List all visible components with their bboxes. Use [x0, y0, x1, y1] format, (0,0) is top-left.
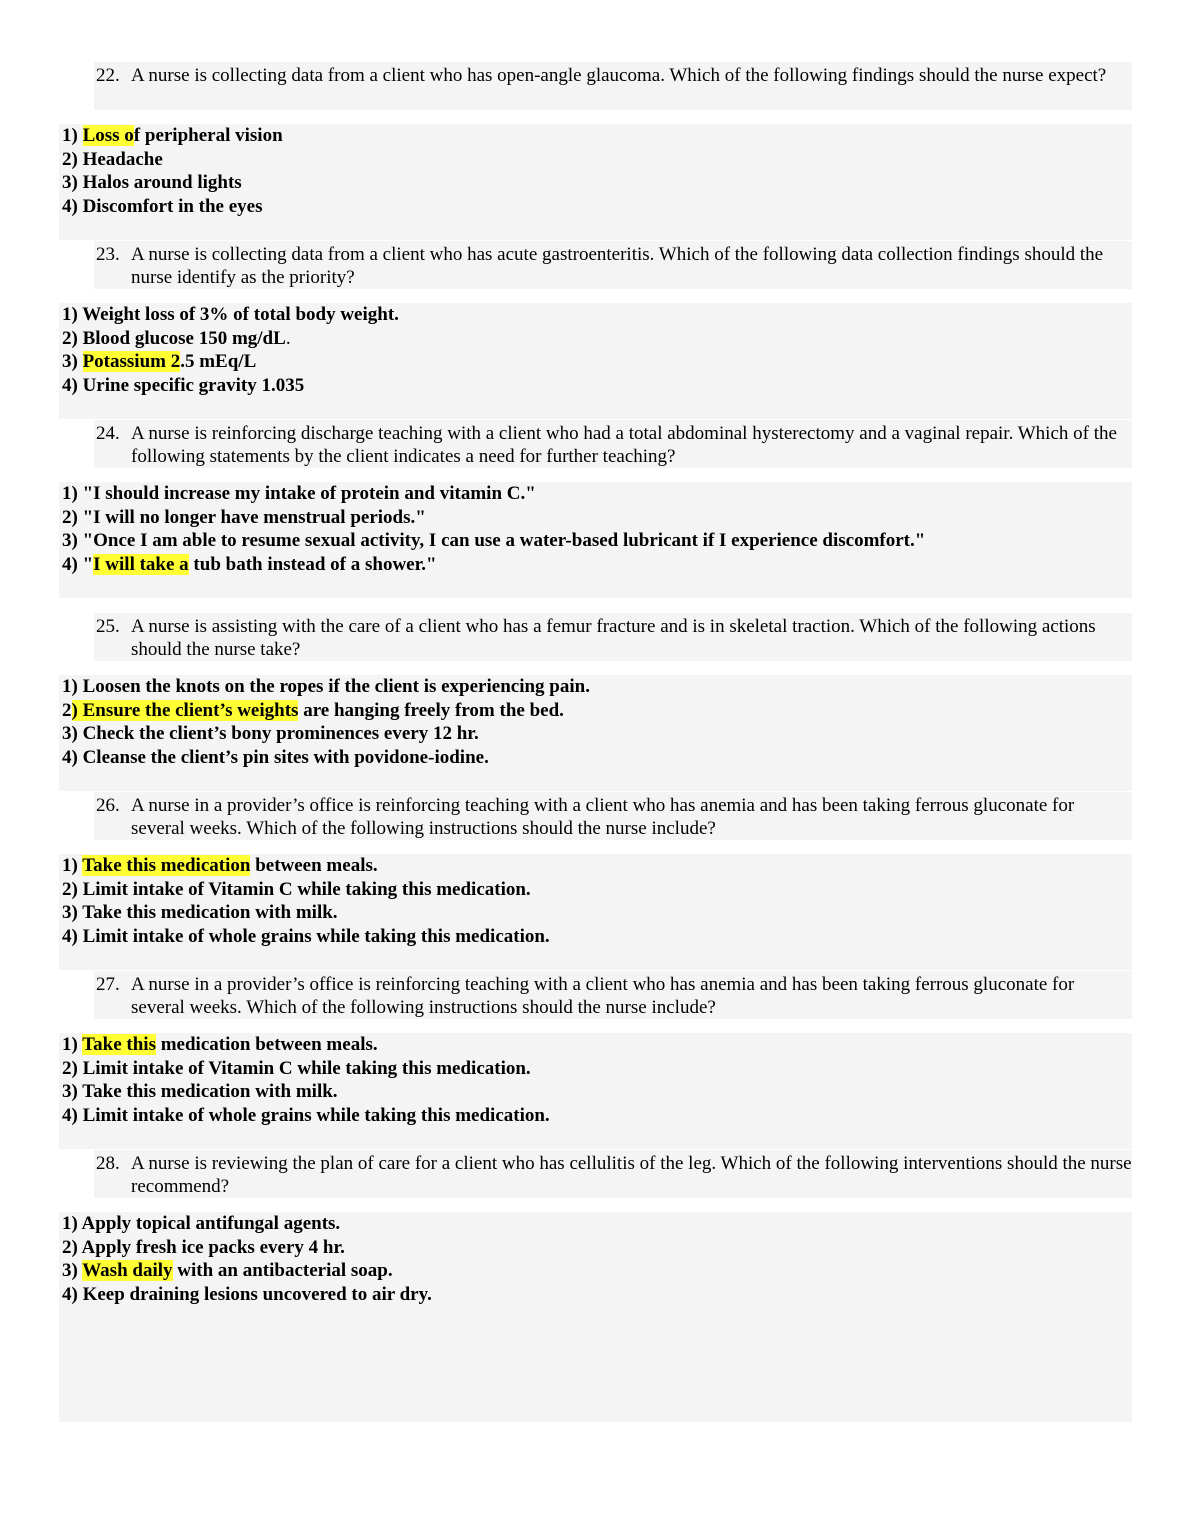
option: 2) Limit intake of Vitamin C while taking this medication. [62, 878, 531, 900]
answer-options-22 [59, 124, 1132, 240]
option: 4) Urine specific gravity 1.035 [62, 374, 305, 396]
answer-options-27 [59, 1033, 1132, 1149]
question-22 [94, 62, 1132, 110]
answer-options-28 [59, 1212, 1132, 1422]
option: 3) Take this medication with milk. [62, 1081, 338, 1102]
question-27 [94, 971, 1132, 1019]
question-number: 22. [96, 65, 120, 86]
option: 3) Halos around lights [62, 172, 242, 193]
option: 2) "I will no longer have menstrual periods." [62, 506, 426, 528]
option: 4) Cleanse the client’s pin sites with povidone-iodine. [62, 746, 489, 768]
option: 1) Loss of peripheral vision [62, 125, 283, 146]
option: 2) Apply fresh ice packs every 4 hr. [62, 1236, 345, 1258]
question-25 [94, 613, 1132, 661]
question-number: 24. [96, 423, 120, 444]
highlight: Loss o [82, 125, 134, 146]
option: 3) Wash daily with an antibacterial soap. [62, 1260, 393, 1281]
question-number: 26. [96, 795, 120, 816]
option: 1) Weight loss of 3% of total body weight. [62, 304, 399, 325]
question-text: A nurse is collecting data from a client who has open-angle glaucoma. Which of the following findings should the nurse expect? [131, 65, 1107, 86]
question-text: A nurse is assisting with the care of a client who has a femur fracture and is in skeletal traction. Which of the following actions should the nurse take? [131, 616, 1096, 660]
highlight: Wash daily [82, 1260, 173, 1281]
question-text: A nurse in a provider’s office is reinforcing teaching with a client who has anemia and has been taking ferrous gluconate for several weeks. Which of the following instructions should the nurse include? [131, 974, 1075, 1018]
option: 2) Ensure the client’s weights are hanging freely from the bed. [62, 699, 564, 721]
question-text: A nurse is reviewing the plan of care for a client who has cellulitis of the leg. Which of the following interventions should the nurse recommend? [131, 1153, 1132, 1197]
option: 3) "Once I am able to resume sexual activity, I can use a water-based lubricant if I experience discomfort." [62, 530, 926, 551]
option: 1) Take this medication between meals. [62, 1034, 378, 1055]
option: 1) "I should increase my intake of protein and vitamin C." [62, 483, 536, 504]
option: 3) Potassium 2.5 mEq/L [62, 351, 257, 372]
question-number: 23. [96, 244, 120, 265]
highlight: I will take a [93, 553, 189, 575]
option: 3) Check the client’s bony prominences every 12 hr. [62, 723, 479, 744]
question-number: 28. [96, 1153, 120, 1174]
answer-options-25 [59, 675, 1132, 791]
question-text: A nurse in a provider’s office is reinforcing teaching with a client who has anemia and has been taking ferrous gluconate for several weeks. Which of the following instructions should the nurse include? [131, 795, 1075, 839]
option: 1) Apply topical antifungal agents. [62, 1213, 341, 1234]
highlight: Take this [82, 1034, 156, 1055]
option: 3) Take this medication with milk. [62, 902, 338, 923]
question-text: A nurse is collecting data from a client who has acute gastroenteritis. Which of the following data collection findings should the nurse identify as the priority? [131, 244, 1104, 288]
option: 1) Take this medication between meals. [62, 855, 378, 876]
option: 4) Keep draining lesions uncovered to air dry. [62, 1283, 432, 1305]
answer-options-23 [59, 303, 1132, 419]
answer-options-24 [59, 482, 1132, 598]
option: 4) Discomfort in the eyes [62, 195, 263, 217]
option: 2) Limit intake of Vitamin C while taking this medication. [62, 1057, 531, 1079]
highlight: Potassium 2 [82, 351, 181, 372]
question-24 [94, 420, 1132, 468]
question-text: A nurse is reinforcing discharge teaching with a client who had a total abdominal hysterectomy and a vaginal repair. Which of the following statements by the client indicates a need for further teaching? [131, 423, 1117, 467]
option: 2) Blood glucose 150 mg/dL. [62, 327, 291, 349]
option: 2) Headache [62, 148, 163, 170]
question-28 [94, 1150, 1132, 1198]
option: 1) Loosen the knots on the ropes if the client is experiencing pain. [62, 676, 590, 697]
highlight: Take this medication [82, 855, 251, 876]
question-26 [94, 792, 1132, 840]
option: 4) Limit intake of whole grains while taking this medication. [62, 1104, 550, 1126]
question-number: 25. [96, 616, 120, 637]
answer-options-26 [59, 854, 1132, 970]
question-23 [94, 241, 1132, 289]
option: 4) Limit intake of whole grains while taking this medication. [62, 925, 550, 947]
question-number: 27. [96, 974, 120, 995]
highlight: ) Ensure the client’s weights [71, 699, 299, 721]
option: 4) "I will take a tub bath instead of a shower." [62, 553, 437, 575]
